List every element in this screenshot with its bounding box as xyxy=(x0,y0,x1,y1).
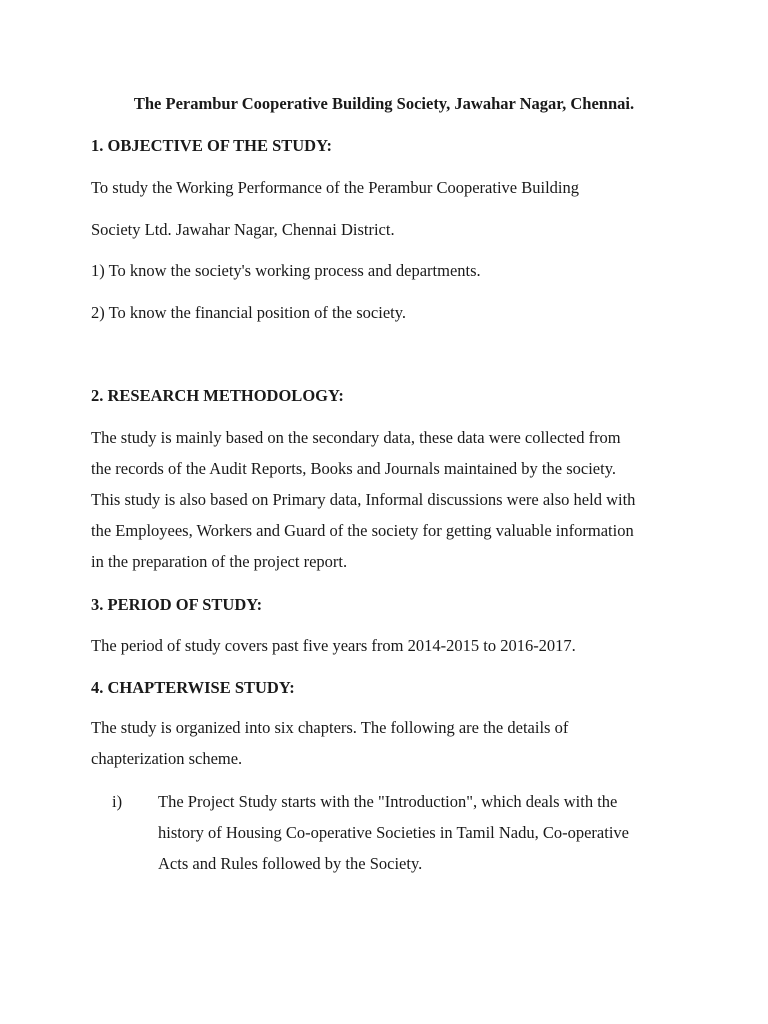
section-heading-period: 3. PERIOD OF STUDY: xyxy=(91,595,263,614)
methodology-line: in the preparation of the project report. xyxy=(91,552,348,571)
chapterwise-line: The study is organized into six chapters. The following are the details of xyxy=(91,718,569,737)
chapterwise-line: chapterization scheme. xyxy=(91,749,243,768)
methodology-line: the records of the Audit Reports, Books and Journals maintained by the society. xyxy=(91,459,616,478)
section-heading-methodology: 2. RESEARCH METHODOLOGY: xyxy=(91,386,344,405)
objective-point: 2) To know the financial position of the society. xyxy=(91,303,407,322)
list-item-line: history of Housing Co-operative Societies in Tamil Nadu, Co-operative xyxy=(158,823,629,842)
objective-line: Society Ltd. Jawahar Nagar, Chennai District. xyxy=(91,220,395,239)
methodology-line: The study is mainly based on the secondary data, these data were collected from xyxy=(91,428,621,447)
methodology-line: This study is also based on Primary data, Informal discussions were also held with xyxy=(91,490,636,509)
list-item-marker: i) xyxy=(112,792,123,811)
methodology-line: the Employees, Workers and Guard of the society for getting valuable information xyxy=(91,521,634,540)
period-line: The period of study covers past five years from 2014-2015 to 2016-2017. xyxy=(91,636,576,655)
list-item-line: Acts and Rules followed by the Society. xyxy=(158,854,423,873)
section-heading-objective: 1. OBJECTIVE OF THE STUDY: xyxy=(91,136,332,155)
objective-point: 1) To know the society's working process and departments. xyxy=(91,261,481,280)
document-title: The Perambur Cooperative Building Society, Jawahar Nagar, Chennai. xyxy=(133,94,635,113)
section-heading-chapterwise: 4. CHAPTERWISE STUDY: xyxy=(91,678,295,697)
objective-line: To study the Working Performance of the Perambur Cooperative Building xyxy=(91,178,579,197)
list-item-line: The Project Study starts with the "Introduction", which deals with the xyxy=(158,792,618,811)
